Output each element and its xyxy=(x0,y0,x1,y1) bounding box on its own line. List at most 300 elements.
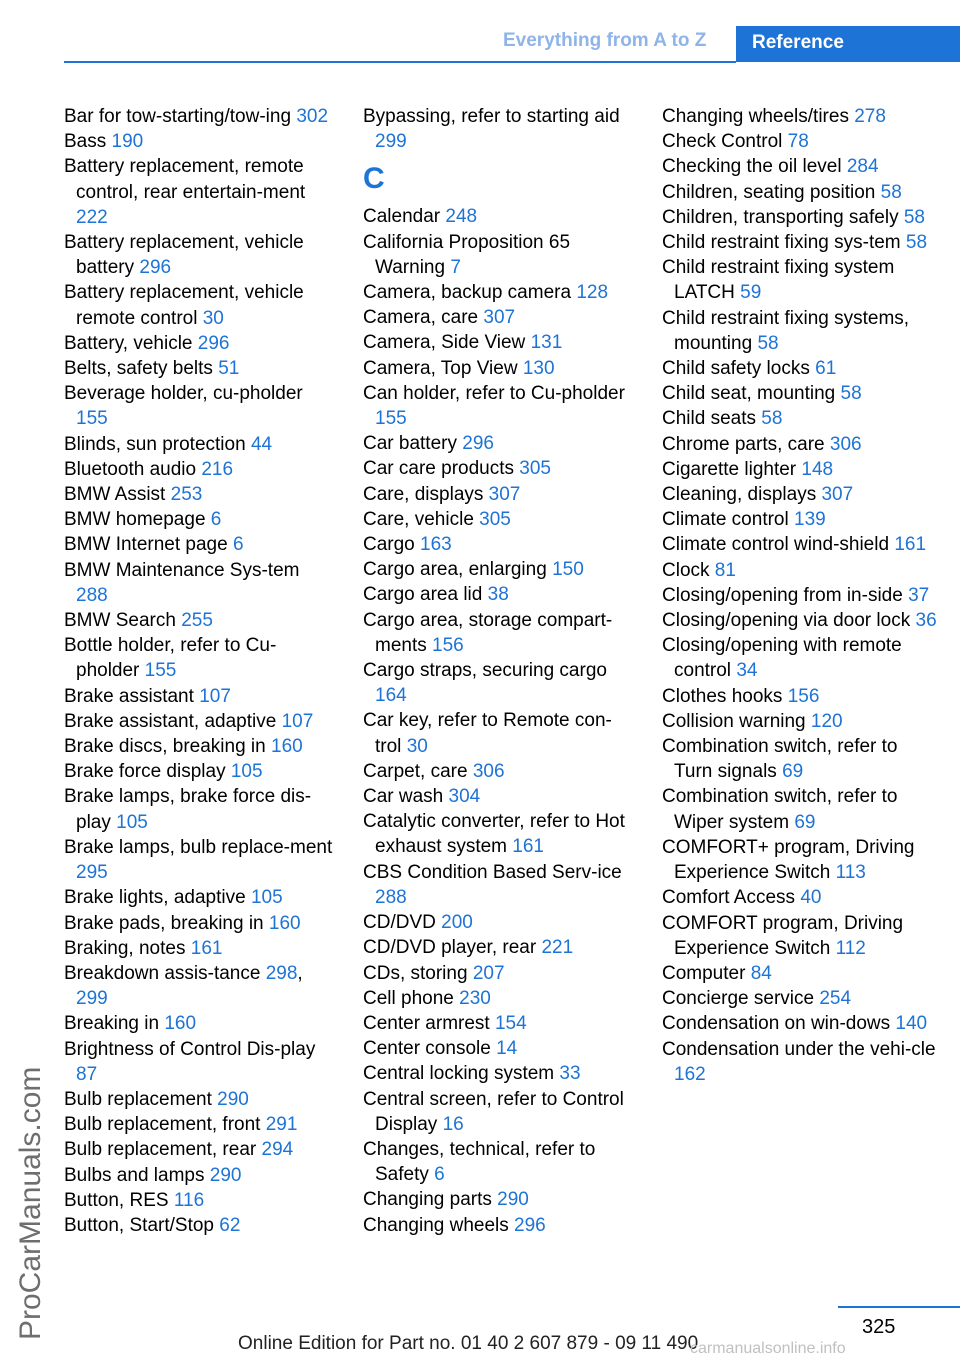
header-divider xyxy=(64,61,736,63)
index-entry xyxy=(662,608,937,633)
index-entry xyxy=(662,230,937,255)
index-entry-text: Central locking system xyxy=(363,1063,555,1085)
index-entry-text: Clock xyxy=(662,559,710,581)
index-entry-text: Car care products xyxy=(363,458,515,480)
index-entry xyxy=(363,431,633,456)
page-reference-link[interactable]: 69 xyxy=(782,761,804,783)
index-entry xyxy=(363,356,633,381)
index-entry xyxy=(363,381,633,431)
index-entry-text: Blinds, sun protection xyxy=(64,433,246,455)
index-entry-text: Bar for tow-starting/tow-ing xyxy=(64,106,292,127)
page-reference-link[interactable]: 139 xyxy=(794,509,826,531)
page-reference-link[interactable]: 304 xyxy=(448,786,481,808)
page-reference-link[interactable]: 113 xyxy=(835,862,866,884)
index-entry-text: Care, displays xyxy=(363,483,484,505)
index-entry-text: Car key, refer to Remote con-trol xyxy=(363,710,612,757)
index-entry-text: BMW Maintenance Sys-tem xyxy=(64,559,300,581)
index-entry-text: Brake assistant xyxy=(64,685,194,707)
index-entry xyxy=(662,961,937,986)
index-entry xyxy=(64,280,334,330)
page-reference-link[interactable]: 306 xyxy=(472,760,505,782)
index-entry xyxy=(64,558,334,608)
index-entry xyxy=(64,230,334,280)
index-entry xyxy=(64,709,334,734)
index-entry xyxy=(363,1087,633,1137)
index-entry xyxy=(64,1137,334,1162)
index-entry-text: Car battery xyxy=(363,433,457,455)
index-entry xyxy=(662,911,937,961)
index-entry-text: Bulb replacement, front xyxy=(64,1114,261,1136)
page-reference-link[interactable]: 105 xyxy=(230,761,263,783)
page-reference-link[interactable]: 14 xyxy=(496,1038,518,1060)
index-entry xyxy=(64,482,334,507)
index-entry-text: Cell phone xyxy=(363,987,454,1009)
index-entry-text: Camera, Side View xyxy=(363,332,526,354)
index-entry xyxy=(662,784,937,834)
index-entry-text: Braking, notes xyxy=(64,937,186,959)
page-reference-link[interactable]: 58 xyxy=(840,383,862,405)
index-entry-text: Brake discs, breaking in xyxy=(64,736,266,758)
index-entry xyxy=(662,1037,937,1087)
index-entry-text: Center armrest xyxy=(363,1012,490,1034)
page-reference-link[interactable]: 161 xyxy=(512,836,544,858)
index-entry-text: Care, vehicle xyxy=(363,508,474,530)
index-entry-text: Combination switch, refer to Turn signals xyxy=(662,736,898,783)
index-entry xyxy=(662,306,937,356)
index-entry xyxy=(64,129,334,154)
index-entry xyxy=(662,885,937,910)
index-entry xyxy=(64,759,334,784)
page-reference-link[interactable]: 230 xyxy=(459,987,491,1009)
index-entry xyxy=(662,986,937,1011)
page-reference-link[interactable]: 30 xyxy=(406,735,428,757)
page-reference-link[interactable]: 130 xyxy=(522,357,555,379)
index-entry xyxy=(363,708,633,758)
index-entry xyxy=(363,608,633,658)
index-entry-text: Catalytic converter, refer to Hot exhaust system xyxy=(363,811,625,858)
header-section-title: Everything from A to Z xyxy=(503,30,707,51)
index-entry xyxy=(64,1037,334,1087)
index-entry-text: Combination switch, refer to Wiper system xyxy=(662,786,898,833)
index-entry-text: Child restraint fixing sys-tem xyxy=(662,232,901,254)
index-letter-heading: C xyxy=(363,162,385,196)
page-reference-link[interactable]: 58 xyxy=(761,408,783,430)
page-reference-link[interactable]: 34 xyxy=(736,660,758,682)
index-entry xyxy=(662,381,937,406)
index-entry xyxy=(662,835,937,885)
page-reference-link[interactable]: 105 xyxy=(250,887,283,909)
page-reference-link[interactable]: 155 xyxy=(375,408,407,430)
index-entry xyxy=(64,734,334,759)
index-entry-text: COMFORT+ program, Driving Experience Switch xyxy=(662,836,915,884)
page-reference-link[interactable]: 164 xyxy=(375,685,407,707)
page-reference-link[interactable]: 254 xyxy=(819,988,852,1010)
index-entry-text: Concierge service xyxy=(662,988,815,1010)
index-entry-text: Changing wheels xyxy=(363,1214,509,1236)
index-entry xyxy=(363,104,633,154)
index-entry xyxy=(363,961,633,986)
index-entry-text: Closing/opening via door lock xyxy=(662,610,911,632)
page-reference-link[interactable]: 61 xyxy=(815,358,837,380)
page-reference-link[interactable]: 81 xyxy=(714,559,736,581)
index-column-3 xyxy=(662,104,937,1087)
page-reference-link[interactable]: 116 xyxy=(173,1189,205,1211)
index-entry xyxy=(64,1188,334,1213)
index-entry xyxy=(662,406,937,431)
index-entry xyxy=(64,835,334,885)
index-entry xyxy=(363,1036,633,1061)
index-entry-text: CDs, storing xyxy=(363,962,468,984)
page-reference-link[interactable]: 58 xyxy=(757,332,779,354)
index-entry xyxy=(363,759,633,784)
page-reference-link[interactable]: 40 xyxy=(800,887,822,909)
index-entry-text: Center console xyxy=(363,1038,491,1060)
index-entry xyxy=(363,456,633,481)
index-entry-text: Clothes hooks xyxy=(662,685,783,707)
page-reference-link[interactable]: 156 xyxy=(787,685,820,707)
index-entry-text: Comfort Access xyxy=(662,887,796,909)
footer-edition: Online Edition for Part no. 01 40 2 607 879 - 09 11 490 xyxy=(238,1333,699,1354)
index-entry-text: Cleaning, displays xyxy=(662,484,817,506)
index-entry-text: Camera, backup camera xyxy=(363,282,572,304)
page-reference-link[interactable]: 288 xyxy=(76,584,108,606)
index-entry xyxy=(662,129,937,154)
index-entry-text: Bass xyxy=(64,131,107,153)
index-entry xyxy=(662,558,937,583)
index-entry-text: Child seat, mounting xyxy=(662,383,836,405)
page-reference-link[interactable]: 216 xyxy=(201,458,234,480)
index-entry-text: California Proposition 65 Warning xyxy=(363,231,571,278)
page-reference-link[interactable]: 291 xyxy=(265,1114,298,1136)
index-entry xyxy=(363,204,633,229)
index-entry-text: BMW homepage xyxy=(64,509,206,531)
index-entry-text: Closing/opening with remote control xyxy=(662,635,902,682)
page-reference-link[interactable]: 16 xyxy=(442,1113,464,1135)
index-entry-text: Climate control xyxy=(662,509,789,531)
page-reference-link[interactable]: 107 xyxy=(281,710,314,732)
index-entry-text: Bulb replacement, rear xyxy=(64,1139,257,1161)
index-entry-text: Checking the oil level xyxy=(662,156,842,178)
index-entry-text: Bypassing, refer to starting aid xyxy=(363,106,620,127)
page-number-rule xyxy=(838,1306,960,1308)
page-reference-link[interactable]: 120 xyxy=(810,710,843,732)
page-reference-link[interactable]: 299 xyxy=(76,988,108,1010)
page-reference-link[interactable]: 299 xyxy=(375,131,407,153)
index-entry xyxy=(64,633,334,683)
index-entry xyxy=(363,482,633,507)
header-reference-tab: Reference xyxy=(736,26,960,62)
index-entry-text: Children, transporting safely xyxy=(662,206,899,228)
index-entry xyxy=(363,330,633,355)
page-reference-link[interactable]: 290 xyxy=(209,1164,242,1186)
page-reference-link[interactable]: 58 xyxy=(905,232,928,254)
page-reference-link[interactable]: 306 xyxy=(829,433,862,455)
page-reference-link[interactable]: 160 xyxy=(164,1013,197,1035)
page-reference-link[interactable]: 6 xyxy=(210,509,222,531)
index-entry-text: Cargo xyxy=(363,534,415,556)
page-reference-link[interactable]: 294 xyxy=(261,1139,294,1161)
page-reference-link[interactable]: 69 xyxy=(794,811,816,833)
page-reference-link[interactable]: 207 xyxy=(472,962,505,984)
index-entry xyxy=(64,104,334,129)
index-entry-text: Cargo area, enlarging xyxy=(363,559,547,581)
index-entry xyxy=(64,684,334,709)
page-reference-link[interactable]: 302 xyxy=(296,106,329,127)
index-entry-text: Cigarette lighter xyxy=(662,458,797,480)
index-entry xyxy=(662,507,937,532)
index-entry xyxy=(662,734,937,784)
page-reference-link[interactable]: 112 xyxy=(835,937,866,959)
index-entry xyxy=(363,784,633,809)
index-column-2 xyxy=(363,104,633,1238)
index-entry xyxy=(363,1137,633,1187)
index-entry: Breakdown assis-tance 298, 299 xyxy=(64,962,303,1010)
page-reference-link[interactable]: 200 xyxy=(441,912,473,934)
index-entry xyxy=(662,180,937,205)
page-reference-link[interactable]: 150 xyxy=(552,559,584,581)
index-entry xyxy=(64,381,334,431)
page-reference-link[interactable]: 107 xyxy=(199,685,231,707)
page-reference-link[interactable]: 44 xyxy=(250,433,273,455)
page-reference-link[interactable]: 51 xyxy=(218,358,240,380)
page-reference-link[interactable]: 87 xyxy=(76,1063,98,1085)
page-reference-link[interactable]: 140 xyxy=(895,1013,928,1035)
index-entry-text: Beverage holder, cu-pholder xyxy=(64,383,303,405)
page-reference-link[interactable]: 190 xyxy=(111,131,144,153)
index-entry xyxy=(363,305,633,330)
index-entry xyxy=(363,986,633,1011)
page-reference-link[interactable]: 253 xyxy=(170,484,203,506)
page-reference-link[interactable]: 6 xyxy=(232,534,244,556)
index-entry-text: Breaking in xyxy=(64,1013,160,1035)
page-reference-link[interactable]: 154 xyxy=(494,1012,527,1034)
index-entry-text: Cargo straps, securing cargo xyxy=(363,660,607,682)
index-entry-text: Cargo area lid xyxy=(363,584,483,606)
page-reference-link[interactable]: 290 xyxy=(497,1189,529,1211)
index-entry xyxy=(662,633,937,683)
page-reference-link[interactable]: 59 xyxy=(740,282,762,304)
index-entry xyxy=(662,104,937,129)
index-entry-text: Bulb replacement xyxy=(64,1088,212,1110)
index-entry xyxy=(64,1163,334,1188)
index-entry-text: Brake lights, adaptive xyxy=(64,887,246,909)
index-entry-text: Child restraint fixing systems, mounting xyxy=(662,307,910,354)
index-entry xyxy=(363,532,633,557)
index-entry xyxy=(662,457,937,482)
index-entry-text: Can holder, refer to Cu-pholder xyxy=(363,382,625,404)
index-entry xyxy=(64,1213,334,1238)
index-entry-text: Battery, vehicle xyxy=(64,332,193,354)
index-entry xyxy=(363,910,633,935)
index-entry-text: Calendar xyxy=(363,206,441,228)
page-reference-link[interactable]: 6 xyxy=(434,1164,445,1186)
page-reference-link[interactable]: 30 xyxy=(202,307,224,329)
index-entry-text: Changing parts xyxy=(363,1189,492,1211)
index-entry-text: Cargo area, storage compart-ments xyxy=(363,609,613,656)
page-reference-link[interactable]: 155 xyxy=(76,408,108,430)
page-reference-link[interactable]: 62 xyxy=(219,1214,241,1236)
index-entry-text: Climate control wind-shield xyxy=(662,534,890,556)
page-reference-link[interactable]: 162 xyxy=(674,1063,706,1085)
index-entry xyxy=(662,709,937,734)
page-reference-link[interactable]: 307 xyxy=(483,307,516,329)
index-entry-text: Brake lamps, bulb replace-ment xyxy=(64,836,333,858)
page-reference-link[interactable]: 155 xyxy=(144,660,177,682)
index-entry-text: Child restraint fixing system LATCH xyxy=(662,257,895,304)
index-entry xyxy=(64,356,334,381)
index-entry-text: CBS Condition Based Serv-ice xyxy=(363,861,622,883)
index-entry-text: Car wash xyxy=(363,786,444,808)
index-entry xyxy=(64,1011,334,1036)
page-reference-link[interactable]: 84 xyxy=(750,962,772,984)
side-watermark: ProCarManuals.com xyxy=(14,1066,47,1340)
page-reference-link[interactable]: 307 xyxy=(821,484,854,506)
index-entry-text: Brake force display xyxy=(64,761,226,783)
page-reference-link[interactable]: 296 xyxy=(514,1214,546,1236)
page-reference-link[interactable]: 296 xyxy=(139,257,172,279)
index-entry-text: Condensation on win-dows xyxy=(662,1013,891,1035)
page-reference-link[interactable]: 161 xyxy=(894,534,927,556)
index-entry-text: Chrome parts, care xyxy=(662,433,825,455)
index-entry xyxy=(662,154,937,179)
page-reference-link[interactable]: 278 xyxy=(854,106,886,127)
index-entry xyxy=(363,557,633,582)
index-entry xyxy=(64,1087,334,1112)
page-reference-link[interactable]: 307 xyxy=(488,483,521,505)
page-reference-link[interactable]: 37 xyxy=(908,584,930,606)
index-entry-text: Button, RES xyxy=(64,1189,169,1211)
index-entry-text: Camera, Top View xyxy=(363,357,518,379)
index-entry-text: Brake pads, breaking in xyxy=(64,912,264,934)
index-entry-text: Battery replacement, remote control, rear entertain-ment xyxy=(64,156,306,203)
page-reference-link[interactable]: 290 xyxy=(217,1088,249,1110)
footer-site-watermark: carmanualsonline.info xyxy=(690,1340,846,1357)
index-entry xyxy=(64,608,334,633)
index-entry xyxy=(662,583,937,608)
index-entry-text: Computer xyxy=(662,962,746,984)
index-entry xyxy=(662,1011,937,1036)
index-entry-text: Camera, care xyxy=(363,307,479,329)
index-entry xyxy=(64,936,334,961)
index-entry xyxy=(363,230,633,280)
index-entry xyxy=(662,532,937,557)
page-reference-link[interactable]: 78 xyxy=(787,131,809,153)
page-reference-link[interactable]: 58 xyxy=(903,206,925,228)
page-number: 325 xyxy=(862,1316,896,1338)
index-entry-text: COMFORT program, Driving Experience Switch xyxy=(662,912,904,959)
page-reference-link[interactable]: 131 xyxy=(530,332,563,354)
page-reference-link[interactable]: 305 xyxy=(479,508,511,530)
index-entry xyxy=(363,582,633,607)
index-entry xyxy=(662,255,937,305)
page-reference-link[interactable]: 36 xyxy=(915,610,937,632)
index-entry-text: Condensation under the vehi-cle xyxy=(662,1038,936,1060)
index-entry xyxy=(363,507,633,532)
index-entry-text: BMW Internet page xyxy=(64,534,228,556)
page-reference-link[interactable]: 296 xyxy=(462,433,494,455)
index-entry-text: Changing wheels/tires xyxy=(662,106,849,127)
page-reference-link[interactable]: 163 xyxy=(420,534,452,556)
page-reference-link[interactable]: 128 xyxy=(576,282,609,304)
index-entry-text: BMW Assist xyxy=(64,484,166,506)
index-entry xyxy=(64,885,334,910)
index-entry-text: Brightness of Control Dis-play xyxy=(64,1038,316,1060)
index-entry xyxy=(64,784,334,834)
index-entry-text: Bulbs and lamps xyxy=(64,1164,205,1186)
page-reference-link[interactable]: 298 xyxy=(265,962,298,984)
index-entry-text: Breakdown assis-tance xyxy=(64,962,261,984)
index-entry-text: BMW Search xyxy=(64,610,176,632)
page-reference-link[interactable]: 58 xyxy=(880,181,902,203)
index-entry xyxy=(64,1112,334,1137)
page-reference-link[interactable]: 221 xyxy=(541,937,574,959)
page-reference-link[interactable]: 33 xyxy=(559,1063,581,1085)
page-reference-link[interactable]: 222 xyxy=(76,206,108,228)
index-entry xyxy=(64,331,334,356)
page-reference-link[interactable]: 38 xyxy=(487,584,509,606)
page-reference-link[interactable]: 7 xyxy=(450,256,461,278)
page-reference-link[interactable]: 160 xyxy=(268,912,301,934)
index-entry-text: Children, seating position xyxy=(662,181,876,203)
index-entry xyxy=(363,1011,633,1036)
index-entry-text: Button, Start/Stop xyxy=(64,1214,214,1236)
page-reference-link[interactable]: 305 xyxy=(519,458,551,480)
page-reference-link[interactable]: 284 xyxy=(846,156,879,178)
page-reference-link[interactable]: 296 xyxy=(197,332,230,354)
index-entry-text: Child safety locks xyxy=(662,358,810,380)
index-entry-text: Brake assistant, adaptive xyxy=(64,710,277,732)
page-reference-link[interactable]: 255 xyxy=(181,610,213,632)
index-entry xyxy=(64,507,334,532)
index-entry xyxy=(64,432,334,457)
index-entry xyxy=(363,280,633,305)
index-entry xyxy=(662,432,937,457)
index-entry-text: Carpet, care xyxy=(363,760,468,782)
index-entry xyxy=(363,1187,633,1212)
index-entry xyxy=(363,935,633,960)
index-entry-text: Belts, safety belts xyxy=(64,358,213,380)
index-entry xyxy=(363,1061,633,1086)
index-column-1 xyxy=(64,104,334,1238)
index-entry-text: Bottle holder, refer to Cu-pholder xyxy=(64,635,277,682)
index-entry-text: Central screen, refer to Control Display xyxy=(363,1088,624,1135)
index-entry-text: Brake lamps, brake force dis-play xyxy=(64,786,312,833)
index-entry xyxy=(662,205,937,230)
index-entry xyxy=(363,809,633,859)
index-entry xyxy=(64,457,334,482)
index-entry-text: Child seats xyxy=(662,408,756,430)
index-entry-text: CD/DVD player, rear xyxy=(363,937,537,959)
index-entry-text: CD/DVD xyxy=(363,912,436,934)
index-entry-text: Bluetooth audio xyxy=(64,458,197,480)
index-entry-text: Battery replacement, vehicle battery xyxy=(64,232,304,279)
index-entry xyxy=(662,482,937,507)
index-entry-text: Collision warning xyxy=(662,710,806,732)
page-reference-link[interactable]: 295 xyxy=(76,862,108,884)
index-entry xyxy=(64,532,334,557)
page-reference-link[interactable]: 288 xyxy=(375,886,407,908)
index-entry xyxy=(64,911,334,936)
page-reference-link[interactable]: 161 xyxy=(190,937,223,959)
index-entry-text: Check Control xyxy=(662,131,783,153)
page-reference-link[interactable]: 105 xyxy=(116,811,148,833)
index-entry xyxy=(662,356,937,381)
page-reference-link[interactable]: 156 xyxy=(432,634,464,656)
page-reference-link[interactable]: 160 xyxy=(271,736,303,758)
index-entry xyxy=(363,860,633,910)
page-reference-link[interactable]: 148 xyxy=(801,458,834,480)
page-reference-link[interactable]: 248 xyxy=(445,206,478,228)
